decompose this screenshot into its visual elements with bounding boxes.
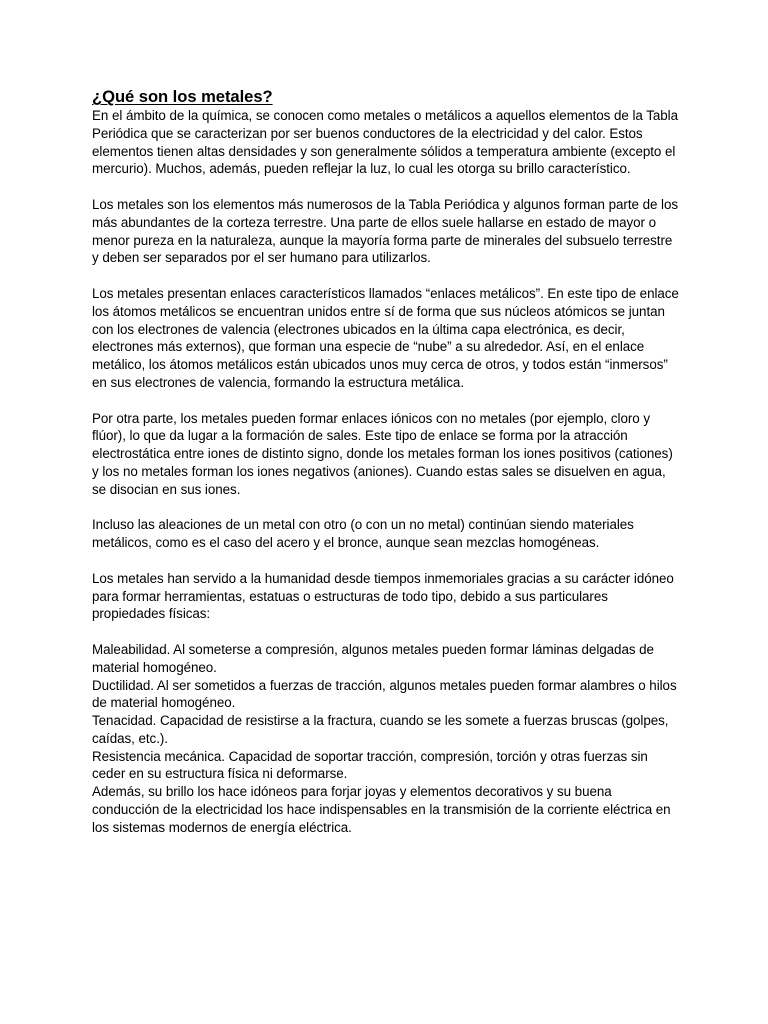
paragraph-uses: Los metales han servido a la humanidad desde tiempos inmemoriales gracias a su carácter idóneo para formar herramientas, estatuas o estructuras de todo tipo, debido a sus particulares propiedades físicas: [92, 570, 674, 622]
property-ductility: Ductilidad. Al ser sometidos a fuerzas de tracción, algunos metales pueden formar alambres o hilos de material homogéneo. [92, 677, 677, 711]
paragraph-abundance: Los metales son los elementos más numerosos de la Tabla Periódica y algunos forman parte de los más abundantes de la corteza terrestre. Una parte de ellos suele hallarse en estado de mayor o menor pureza en la naturaleza, aunque la mayoría forma parte de minerales del subsuelo terrestre y deben ser separados por el ser humano para utilizarlos. [92, 196, 679, 266]
paragraph-ionic-bonds: Por otra parte, los metales pueden formar enlaces iónicos con no metales (por ejemplo, cloro y flúor), lo que da lugar a la formación de sales. Este tipo de enlace se forma por la atracción electrostática entre iones de distinto signo, donde los metales forman los iones positivos (cationes) y los no metales forman los iones negativos (aniones). Cuando estas sales se disuelven en agua, se disocian en sus iones. [92, 410, 673, 497]
document-title: ¿Qué son los metales? [92, 87, 273, 106]
paragraph-definition: En el ámbito de la química, se conocen como metales o metálicos a aquellos elementos de la Tabla Periódica que se caracterizan por ser buenos conductores de la electricidad y del calor. Estos elementos tienen altas densidades y son generalmente sólidos a temperatura ambiente (excepto el mercurio). Muchos, además, pueden reflejar la luz, lo cual les otorga su brillo característico. [92, 108, 678, 177]
property-mechanical-resistance: Resistencia mecánica. Capacidad de soportar tracción, compresión, torción y otras fuerzas sin ceder en su estructura física ni deformarse. [92, 748, 648, 782]
paragraph-metallic-bonds: Los metales presentan enlaces característicos llamados “enlaces metálicos”. En este tipo de enlace los átomos metálicos se encuentran unidos entre sí de forma que sus núcleos atómicos se juntan con los electrones de valencia (electrones ubicados en la última capa electrónica, es decir, electrones más externos), que forman una especie de “nube” a su alrededor. Así, en el enlace metálico, los átomos metálicos están ubicados unos muy cerca de otros, y todos están “inmersos” en sus electrones de valencia, formando la estructura metálica. [92, 285, 679, 390]
document-body [92, 86, 682, 837]
property-malleability: Maleabilidad. Al someterse a compresión, algunos metales pueden formar láminas delgadas de material homogéneo. [92, 641, 654, 675]
property-brightness-conduction: Además, su brillo los hace idóneos para forjar joyas y elementos decorativos y su buena conducción de la electricidad los hace indispensables en la transmisión de la corriente eléctrica en los sistemas modernos de energía eléctrica. [92, 784, 671, 835]
paragraph-alloys: Incluso las aleaciones de un metal con otro (o con un no metal) continúan siendo materiales metálicos, como es el caso del acero y el bronce, aunque sean mezclas homogéneas. [92, 517, 634, 551]
properties-list [92, 641, 682, 837]
property-tenacity: Tenacidad. Capacidad de resistirse a la fractura, cuando se les somete a fuerzas bruscas (golpes, caídas, etc.). [92, 713, 669, 746]
